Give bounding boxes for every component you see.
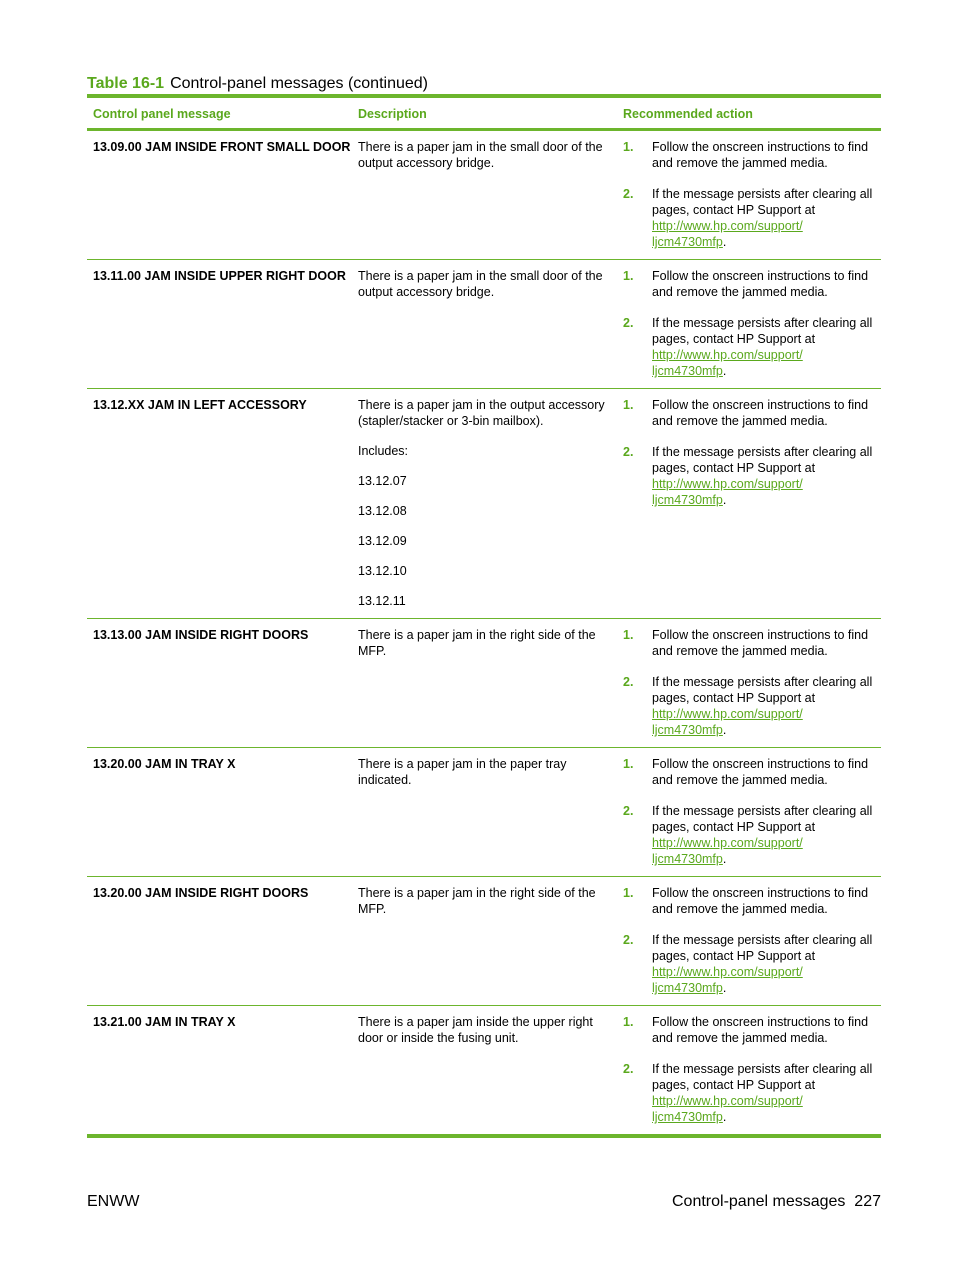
description-text: 13.12.09 — [358, 534, 407, 548]
step-number: 1. — [623, 140, 634, 154]
hp-support-link[interactable]: http://www.hp.com/support/ — [652, 348, 803, 362]
action-step — [623, 627, 881, 659]
action-step — [623, 186, 881, 250]
table-row — [87, 618, 881, 747]
recommended-action-cell — [617, 389, 881, 618]
step-text — [652, 186, 881, 250]
action-step — [623, 1061, 881, 1125]
description-text: 13.12.10 — [358, 564, 407, 578]
description-cell — [352, 260, 617, 388]
table-row — [87, 259, 881, 388]
step-end-punctuation: . — [722, 852, 727, 866]
recommended-action-cell — [617, 131, 881, 259]
action-step — [623, 885, 881, 917]
step-body: If the message persists after clearing all pages, contact HP Support at — [652, 933, 873, 963]
header-recommended-action: Recommended action — [623, 107, 753, 121]
table-number: Table 16-1 — [87, 75, 165, 92]
hp-support-link[interactable]: http://www.hp.com/support/ — [652, 707, 803, 721]
description-cell — [352, 389, 617, 618]
step-text — [652, 627, 881, 659]
step-text — [652, 674, 881, 738]
footer-section: Control-panel messages — [671, 1193, 846, 1210]
recommended-action-cell — [617, 1006, 881, 1134]
table-row — [87, 876, 881, 1005]
hp-support-link-product[interactable]: ljcm4730mfp — [652, 981, 723, 995]
step-number: 1. — [623, 1015, 634, 1029]
step-number: 2. — [623, 804, 634, 818]
message-cell: 13.20.00 JAM INSIDE RIGHT DOORS — [93, 886, 309, 900]
description-text: There is a paper jam in the output accessory (stapler/stacker or 3-bin mailbox). — [358, 398, 605, 428]
table-row — [87, 131, 881, 259]
description-text: There is a paper jam in the small door of the output accessory bridge. — [358, 269, 603, 299]
action-step — [623, 139, 881, 171]
hp-support-link-product[interactable]: ljcm4730mfp — [652, 493, 723, 507]
table-header — [87, 98, 881, 131]
hp-support-link-product[interactable]: ljcm4730mfp — [652, 723, 723, 737]
message-cell: 13.20.00 JAM IN TRAY X — [93, 757, 236, 771]
hp-support-link[interactable]: http://www.hp.com/support/ — [652, 965, 803, 979]
step-text — [652, 139, 881, 171]
step-text — [652, 315, 881, 379]
hp-support-link-product[interactable]: ljcm4730mfp — [652, 235, 723, 249]
hp-support-link[interactable]: http://www.hp.com/support/ — [652, 1094, 803, 1108]
hp-support-link[interactable]: http://www.hp.com/support/ — [652, 836, 803, 850]
step-number: 1. — [623, 757, 634, 771]
step-text — [652, 1014, 881, 1046]
table-row — [87, 747, 881, 876]
description-cell — [352, 619, 617, 747]
step-number: 1. — [623, 628, 634, 642]
table-row — [87, 1005, 881, 1134]
step-text — [652, 397, 881, 429]
description-text: There is a paper jam inside the upper right door or inside the fusing unit. — [358, 1015, 593, 1045]
step-number: 1. — [623, 886, 634, 900]
step-body: Follow the onscreen instructions to find and remove the jammed media. — [652, 140, 869, 170]
description-text: There is a paper jam in the right side of the MFP. — [358, 886, 596, 916]
step-text — [652, 756, 881, 788]
step-text — [652, 932, 881, 996]
table-title: Control-panel messages (continued) — [170, 75, 428, 92]
step-body: Follow the onscreen instructions to find and remove the jammed media. — [652, 398, 869, 428]
message-cell: 13.11.00 JAM INSIDE UPPER RIGHT DOOR — [93, 269, 346, 283]
recommended-action-cell — [617, 748, 881, 876]
description-text: 13.12.07 — [358, 474, 407, 488]
message-cell: 13.09.00 JAM INSIDE FRONT SMALL DOOR — [93, 140, 351, 154]
action-step — [623, 397, 881, 429]
step-end-punctuation: . — [722, 723, 727, 737]
action-step — [623, 1014, 881, 1046]
step-body: Follow the onscreen instructions to find and remove the jammed media. — [652, 628, 869, 658]
step-end-punctuation: . — [722, 235, 727, 249]
step-body: Follow the onscreen instructions to find and remove the jammed media. — [652, 269, 869, 299]
footer-enww: ENWW — [87, 1193, 140, 1210]
description-cell — [352, 748, 617, 876]
step-text — [652, 1061, 881, 1125]
step-end-punctuation: . — [722, 981, 727, 995]
header-description: Description — [358, 107, 427, 121]
hp-support-link-product[interactable]: ljcm4730mfp — [652, 852, 723, 866]
description-text: There is a paper jam in the right side of the MFP. — [358, 628, 596, 658]
description-text: 13.12.11 — [358, 594, 406, 608]
step-body: If the message persists after clearing all pages, contact HP Support at — [652, 316, 873, 346]
step-body: If the message persists after clearing all pages, contact HP Support at — [652, 187, 873, 217]
hp-support-link-product[interactable]: ljcm4730mfp — [652, 1110, 723, 1124]
message-cell: 13.13.00 JAM INSIDE RIGHT DOORS — [93, 628, 309, 642]
step-number: 2. — [623, 316, 634, 330]
step-body: If the message persists after clearing all pages, contact HP Support at — [652, 1062, 873, 1092]
table-caption — [87, 75, 428, 93]
hp-support-link[interactable]: http://www.hp.com/support/ — [652, 219, 803, 233]
step-body: Follow the onscreen instructions to find and remove the jammed media. — [652, 1015, 869, 1045]
step-body: If the message persists after clearing all pages, contact HP Support at — [652, 675, 873, 705]
step-number: 2. — [623, 933, 634, 947]
header-control-panel-message: Control panel message — [93, 107, 231, 121]
step-number: 2. — [623, 1062, 634, 1076]
step-body: If the message persists after clearing all pages, contact HP Support at — [652, 445, 873, 475]
action-step — [623, 268, 881, 300]
step-end-punctuation: . — [722, 364, 727, 378]
action-step — [623, 315, 881, 379]
footer-section-page — [672, 1193, 881, 1211]
step-end-punctuation: . — [722, 493, 727, 507]
description-cell — [352, 131, 617, 259]
action-step — [623, 803, 881, 867]
step-body: If the message persists after clearing all pages, contact HP Support at — [652, 804, 873, 834]
description-cell — [352, 1006, 617, 1134]
message-cell: 13.12.XX JAM IN LEFT ACCESSORY — [93, 398, 307, 412]
description-text: 13.12.08 — [358, 504, 407, 518]
action-step — [623, 674, 881, 738]
step-end-punctuation: . — [722, 1110, 727, 1124]
step-text — [652, 444, 881, 508]
recommended-action-cell — [617, 260, 881, 388]
description-text: There is a paper jam in the small door of the output accessory bridge. — [358, 140, 603, 170]
hp-support-link[interactable]: http://www.hp.com/support/ — [652, 477, 803, 491]
step-text — [652, 803, 881, 867]
step-number: 2. — [623, 675, 634, 689]
table-body — [87, 131, 881, 1134]
step-text — [652, 268, 881, 300]
page-number: 227 — [854, 1193, 881, 1210]
step-number: 1. — [623, 269, 634, 283]
action-step — [623, 756, 881, 788]
description-cell — [352, 877, 617, 1005]
action-step — [623, 444, 881, 508]
action-step — [623, 932, 881, 996]
message-cell: 13.21.00 JAM IN TRAY X — [93, 1015, 236, 1029]
description-text: There is a paper jam in the paper tray indicated. — [358, 757, 567, 787]
step-number: 2. — [623, 445, 634, 459]
hp-support-link-product[interactable]: ljcm4730mfp — [652, 364, 723, 378]
control-panel-messages-table — [87, 94, 881, 1138]
step-number: 1. — [623, 398, 634, 412]
step-body: Follow the onscreen instructions to find and remove the jammed media. — [652, 886, 869, 916]
step-text — [652, 885, 881, 917]
description-text: Includes: — [358, 444, 409, 458]
recommended-action-cell — [617, 877, 881, 1005]
step-body: Follow the onscreen instructions to find and remove the jammed media. — [652, 757, 869, 787]
table-row — [87, 388, 881, 618]
recommended-action-cell — [617, 619, 881, 747]
step-number: 2. — [623, 187, 634, 201]
